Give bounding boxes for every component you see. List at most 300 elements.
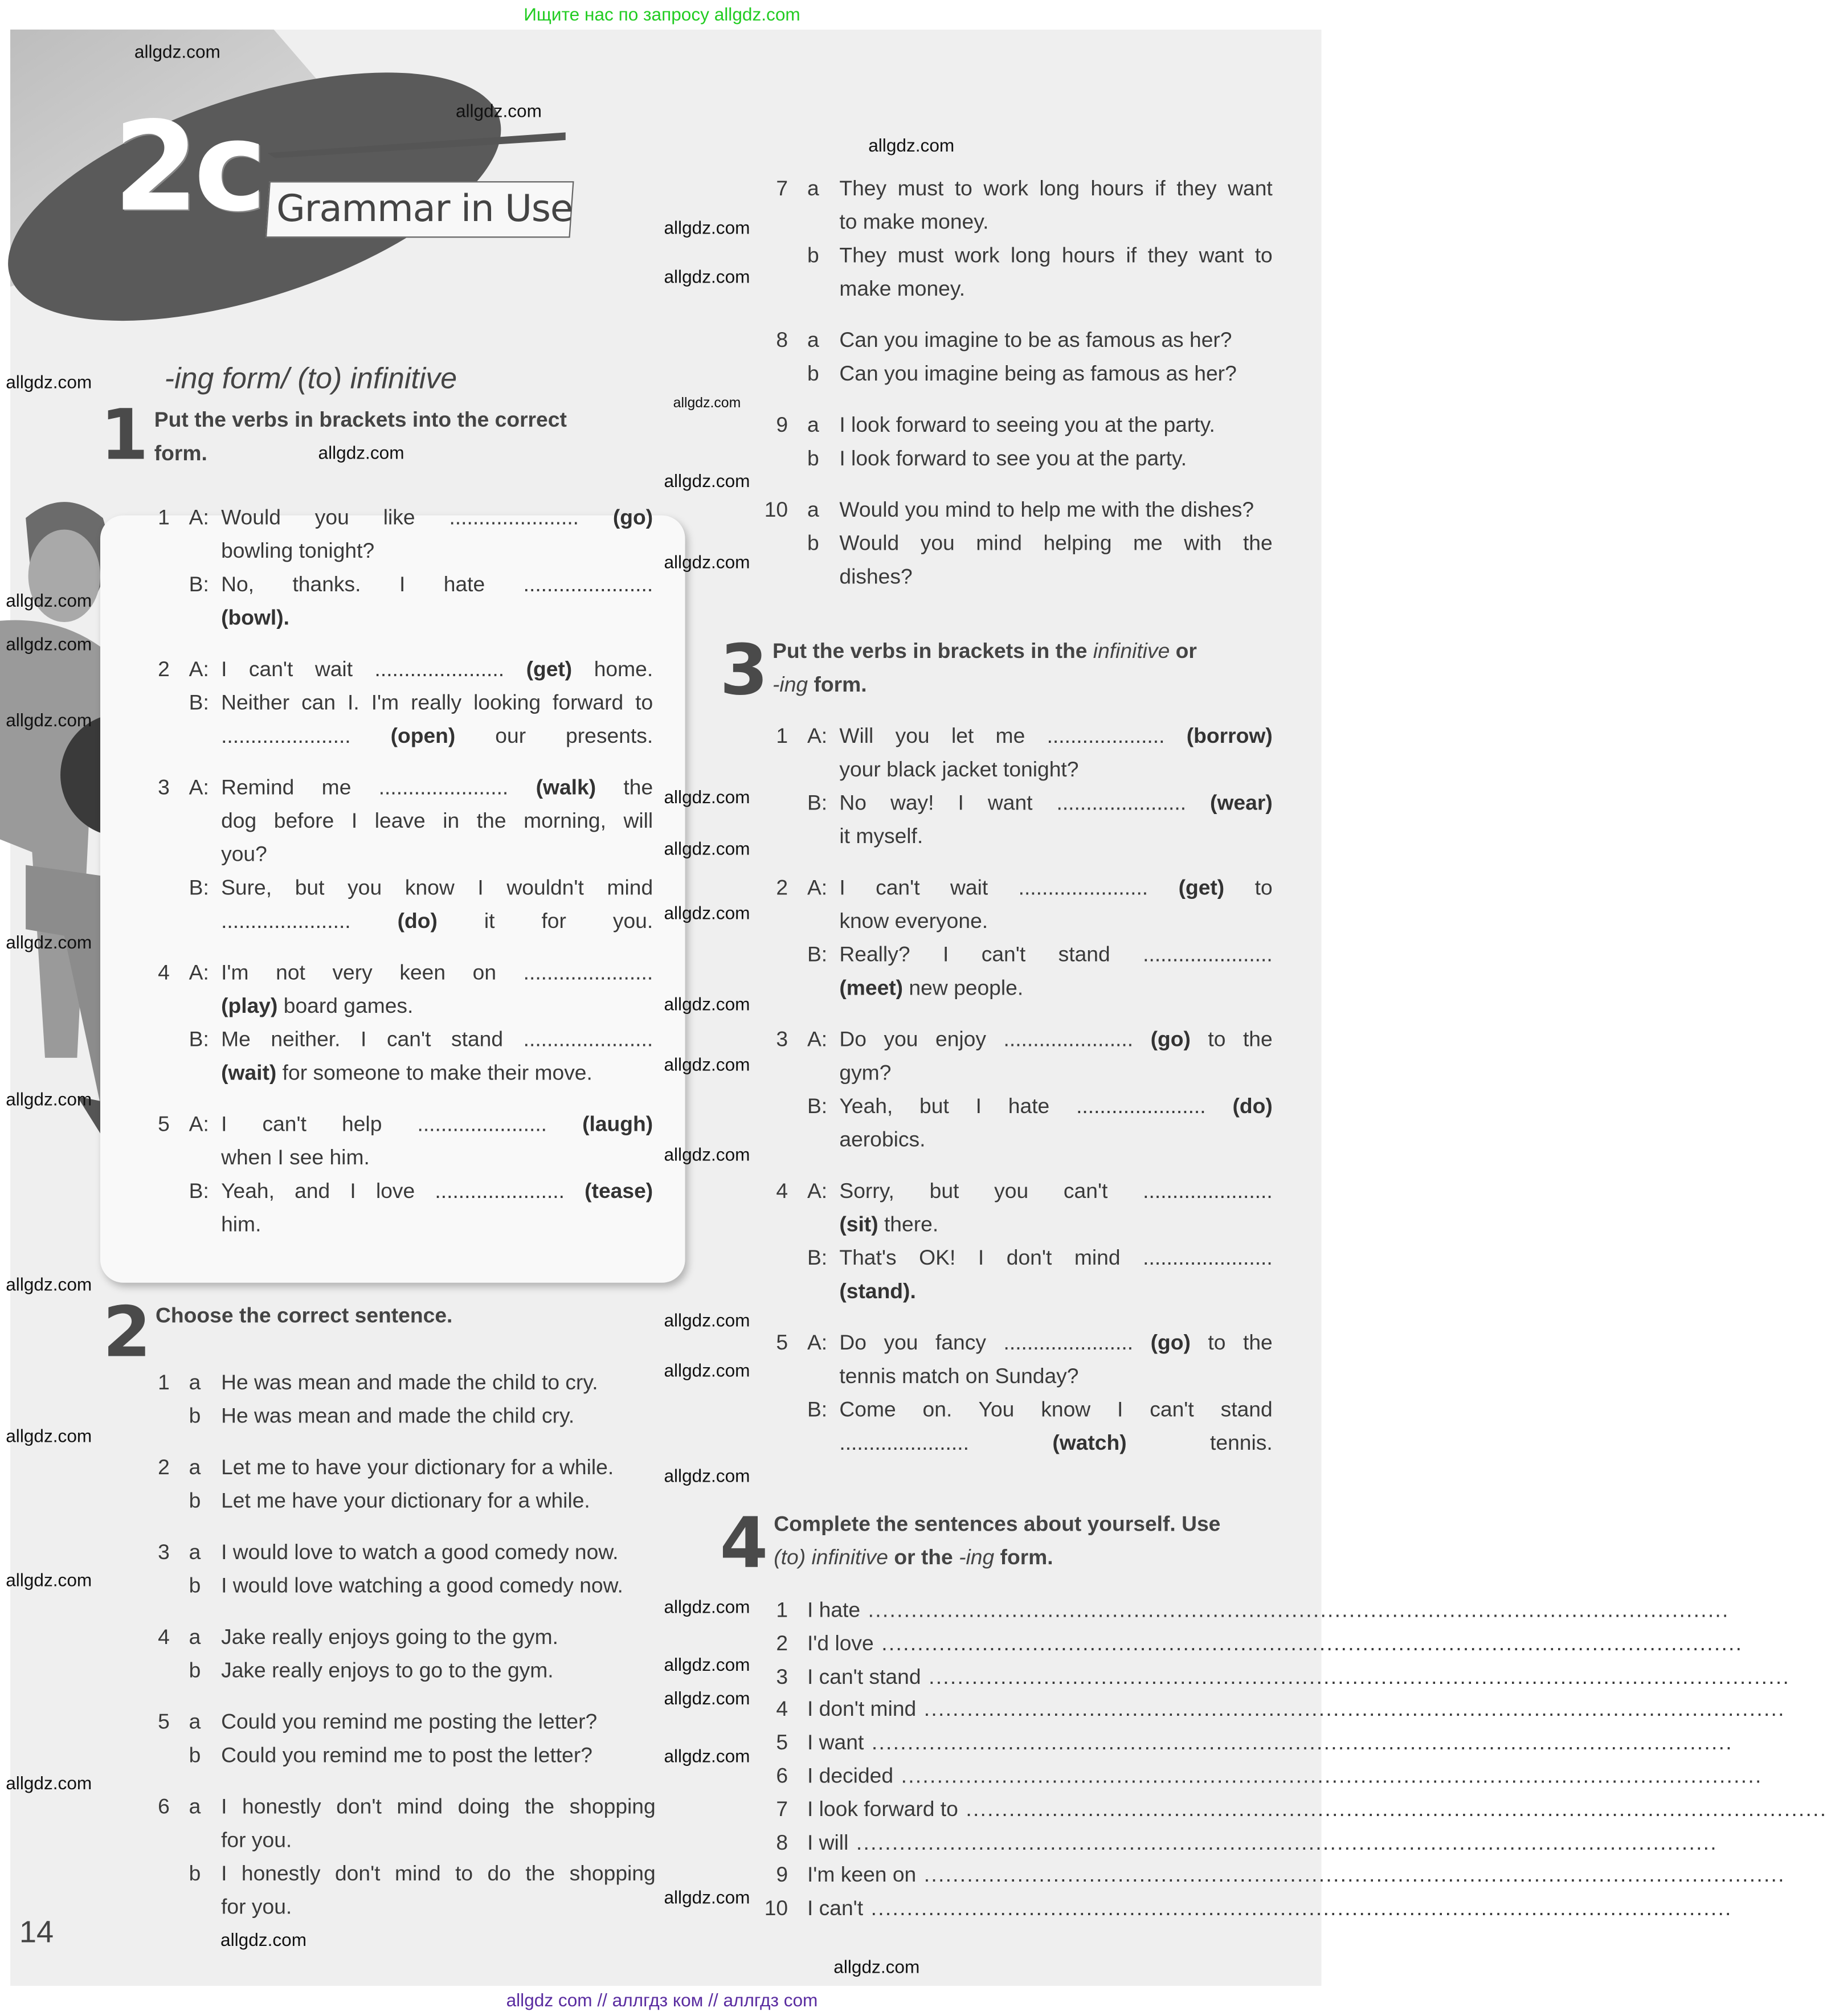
text-line xyxy=(762,872,1273,905)
text-segment: Yeah, and I love ...................... xyxy=(221,1180,585,1203)
watermark-text: allgdz.com xyxy=(664,1054,750,1075)
item-label xyxy=(807,820,839,854)
item-label: a xyxy=(807,177,819,201)
text-line xyxy=(762,787,1273,820)
text-segment: aerobics. xyxy=(839,1128,926,1152)
exercise-item xyxy=(762,1175,1273,1308)
text-line xyxy=(144,872,653,905)
line-text xyxy=(221,1790,656,1824)
item-label: B: xyxy=(189,876,209,900)
text-line xyxy=(144,1857,656,1891)
text-segment: No way! I want ...................... xyxy=(839,791,1211,815)
watermark-text: allgdz.com xyxy=(664,1144,750,1165)
text-line xyxy=(144,1108,653,1142)
line-text: (stand). xyxy=(839,1280,916,1303)
verb-prompt: (do) xyxy=(1232,1095,1273,1118)
watermark-text: allgdz.com xyxy=(6,1772,92,1793)
text-segment: him. xyxy=(221,1213,261,1237)
text-segment: That's OK! I don't mind ...................... xyxy=(839,1246,1273,1270)
line-text xyxy=(839,409,1272,443)
item-label: a xyxy=(189,1626,201,1649)
watermark-text: allgdz.com xyxy=(6,1089,92,1110)
item-label xyxy=(189,804,221,838)
answer-blank[interactable]: ........................................................................................................................ xyxy=(929,1665,1791,1688)
item-number xyxy=(762,1057,788,1090)
text-line xyxy=(762,972,1273,1005)
text-segment: your black jacket tonight? xyxy=(839,758,1079,782)
item-label: a xyxy=(807,498,819,522)
answer-blank[interactable]: ........................................................................................................................ xyxy=(966,1798,1827,1821)
text-segment: the xyxy=(596,776,653,800)
watermark-text: allgdz.com xyxy=(673,395,741,412)
instr-text: Complete the sentences about yourself. Use xyxy=(774,1512,1221,1536)
watermark-text: allgdz.com xyxy=(664,1887,750,1908)
watermark-text: allgdz.com xyxy=(664,1745,750,1766)
line-text xyxy=(221,838,653,872)
item-label xyxy=(807,561,839,594)
text-line xyxy=(144,653,653,686)
item-number xyxy=(762,357,788,391)
exercise-1-list xyxy=(144,501,653,1260)
line-text xyxy=(221,956,653,990)
exercise-2-number: 2 xyxy=(103,1291,152,1373)
text-segment: I honestly don't mind doing the shopping xyxy=(221,1796,656,1819)
sentence-start: I'm keen on xyxy=(807,1864,917,1888)
watermark-text: allgdz.com xyxy=(6,590,92,611)
verb-prompt: (wait) xyxy=(221,1061,277,1085)
item-label xyxy=(807,1426,839,1460)
item-number: 5 xyxy=(158,1113,170,1136)
watermark-text: allgdz.com xyxy=(664,1596,750,1617)
watermark-text: allgdz.com xyxy=(318,442,404,463)
line-text xyxy=(839,1426,1272,1460)
item-label: b xyxy=(807,244,819,268)
text-line xyxy=(762,720,1273,754)
item-number: 9 xyxy=(776,1864,788,1888)
text-segment: to xyxy=(1224,876,1273,900)
text-segment: I look forward to see you at the party. xyxy=(839,447,1187,471)
item-number xyxy=(144,1208,170,1242)
exercise-2-list-continued xyxy=(762,172,1273,612)
line-text xyxy=(221,1739,656,1773)
text-segment: He was mean and made the child to cry. xyxy=(221,1371,598,1395)
item-label: a xyxy=(189,1456,201,1480)
watermark-text: allgdz.com xyxy=(6,633,92,655)
item-label xyxy=(189,602,221,635)
text-line xyxy=(144,1451,656,1485)
answer-blank[interactable]: ........................................................................................................................ xyxy=(870,1897,1732,1921)
line-text xyxy=(839,206,1272,239)
item-number xyxy=(762,1208,788,1242)
item-number: 1 xyxy=(158,506,170,530)
text-segment: our presents. xyxy=(455,725,653,749)
instr-text: or the xyxy=(888,1546,959,1569)
text-line xyxy=(762,324,1273,358)
top-banner[interactable]: Ищите нас по запросу allgdz.com xyxy=(524,3,800,24)
item-number xyxy=(762,1242,788,1275)
item-label: A: xyxy=(189,961,209,985)
text-segment: for you. xyxy=(221,1829,292,1853)
text-line xyxy=(762,1327,1273,1360)
answer-blank[interactable]: ........................................................................................................................ xyxy=(923,1864,1785,1888)
text-segment: know everyone. xyxy=(839,910,988,934)
text-line xyxy=(144,1739,656,1773)
item-label xyxy=(189,1208,221,1242)
exercise-item xyxy=(762,1327,1273,1461)
text-line xyxy=(762,357,1273,391)
item-number: 4 xyxy=(158,961,170,985)
watermark-text: allgdz.com xyxy=(664,1654,750,1675)
item-number xyxy=(144,686,170,720)
item-number xyxy=(762,1090,788,1123)
item-number xyxy=(144,905,170,938)
item-label: b xyxy=(189,1862,201,1886)
text-segment: Jake really enjoys to go to the gym. xyxy=(221,1659,554,1683)
item-number xyxy=(762,1426,788,1460)
item-label: a xyxy=(189,1796,201,1819)
item-label: a xyxy=(189,1371,201,1395)
sentence-line xyxy=(762,1793,1827,1826)
item-number: 1 xyxy=(776,725,788,749)
line-text xyxy=(221,1208,653,1242)
item-label: B: xyxy=(807,1246,828,1270)
watermark-text: allgdz.com xyxy=(6,709,92,730)
exercise-item xyxy=(144,1451,656,1518)
item-label: A: xyxy=(807,876,828,900)
item-number xyxy=(762,972,788,1005)
watermark-text: allgdz.com xyxy=(664,551,750,573)
text-line xyxy=(762,561,1273,594)
answer-blank[interactable]: ........................................................................................................................ xyxy=(923,1698,1785,1722)
exercise-item xyxy=(144,501,653,635)
text-line xyxy=(144,568,653,602)
item-number: 1 xyxy=(776,1598,788,1622)
watermark-text: allgdz.com xyxy=(664,1687,750,1708)
text-segment: ...................... xyxy=(221,725,391,749)
verb-prompt: (play) xyxy=(221,995,278,1018)
item-number xyxy=(762,938,788,972)
verb-prompt: (laugh) xyxy=(582,1113,653,1136)
item-number: 5 xyxy=(776,1331,788,1355)
line-text xyxy=(221,1023,653,1057)
line-text xyxy=(221,1536,656,1569)
text-line xyxy=(762,1023,1273,1057)
item-label xyxy=(189,1891,221,1924)
instruction-line: form. xyxy=(154,442,207,465)
exercise-4-list xyxy=(762,1594,1827,1925)
item-number xyxy=(762,820,788,854)
item-number: 5 xyxy=(158,1711,170,1734)
item-label xyxy=(807,1057,839,1090)
exercise-item xyxy=(762,872,1273,1005)
text-segment: Can you imagine to be as famous as her? xyxy=(839,329,1232,353)
watermark-text: allgdz.com xyxy=(664,786,750,807)
text-segment: to the xyxy=(1190,1028,1273,1052)
text-line xyxy=(762,1242,1273,1275)
item-number: 4 xyxy=(776,1698,788,1722)
item-label xyxy=(807,1208,839,1242)
text-segment: Would you like ...................... xyxy=(221,506,613,530)
line-text xyxy=(839,324,1272,358)
line-text xyxy=(839,905,1272,938)
text-segment: Jake really enjoys going to the gym. xyxy=(221,1626,558,1649)
item-label xyxy=(189,905,221,938)
item-label xyxy=(189,1824,221,1858)
item-number xyxy=(144,1485,170,1518)
item-label: b xyxy=(807,447,819,471)
verb-prompt: (walk) xyxy=(536,776,596,800)
line-text xyxy=(221,1891,656,1924)
item-label: A: xyxy=(807,1180,828,1203)
exercise-item xyxy=(762,172,1273,306)
text-segment: ...................... xyxy=(221,910,398,934)
item-number xyxy=(762,753,788,787)
item-label: A: xyxy=(807,1028,828,1052)
exercise-item xyxy=(762,324,1273,391)
line-text xyxy=(839,239,1272,273)
item-number xyxy=(144,1569,170,1603)
text-segment: bowling tonight? xyxy=(221,539,375,563)
watermark-text: allgdz.com xyxy=(664,1465,750,1486)
sentence-line xyxy=(762,1826,1718,1859)
sentence-start: I look forward to xyxy=(807,1798,958,1821)
item-number xyxy=(144,1891,170,1924)
text-segment: I would love to watch a good comedy now. xyxy=(221,1541,619,1564)
line-text xyxy=(221,989,653,1023)
text-line xyxy=(144,1400,656,1433)
text-line xyxy=(762,442,1273,476)
item-number: 10 xyxy=(764,1897,788,1921)
answer-blank[interactable]: ........................................................................................................................ xyxy=(868,1598,1730,1622)
text-segment: it for you. xyxy=(437,910,653,934)
sentence-line xyxy=(762,1760,1763,1793)
sentence-start: I can't stand xyxy=(807,1665,921,1688)
instr-italic: (to) infinitive xyxy=(774,1546,888,1569)
item-number xyxy=(144,720,170,754)
item-number xyxy=(144,1400,170,1433)
line-text xyxy=(839,720,1272,754)
text-line xyxy=(762,1208,1273,1242)
item-number: 2 xyxy=(776,1632,788,1655)
item-number xyxy=(144,804,170,838)
line-text xyxy=(839,1090,1272,1123)
text-line xyxy=(762,1275,1273,1308)
text-segment: I look forward to seeing you at the party. xyxy=(839,414,1215,437)
watermark-text: allgdz.com xyxy=(6,1569,92,1590)
line-text xyxy=(221,1400,656,1433)
answer-blank[interactable]: ........................................................................................................................ xyxy=(881,1632,1743,1655)
sentence-start: I decided xyxy=(807,1764,894,1788)
text-line xyxy=(762,172,1273,206)
item-label: A: xyxy=(807,725,828,749)
text-line xyxy=(144,838,653,872)
watermark-text: allgdz.com xyxy=(664,470,750,491)
item-label xyxy=(807,1123,839,1157)
item-label: a xyxy=(807,414,819,437)
section-subtitle: -ing form/ (to) infinitive xyxy=(164,361,457,395)
text-segment: to the xyxy=(1190,1331,1273,1355)
text-segment: Neither can I. I'm really looking forward to xyxy=(221,691,653,715)
item-label xyxy=(807,1360,839,1393)
line-text xyxy=(839,272,1272,306)
exercise-2-list xyxy=(144,1366,656,1942)
item-number: 2 xyxy=(158,1456,170,1480)
watermark-text: allgdz.com xyxy=(664,217,750,238)
exercise-4-instruction xyxy=(774,1508,1220,1575)
verb-prompt: (tease) xyxy=(585,1180,653,1203)
text-line xyxy=(144,686,653,720)
sentence-start: I can't xyxy=(807,1897,864,1921)
line-text xyxy=(221,771,653,805)
instr-italic: infinitive xyxy=(1093,640,1170,664)
item-number: 10 xyxy=(764,498,788,522)
line-text xyxy=(221,1108,653,1142)
line-text xyxy=(839,172,1272,206)
line-text xyxy=(839,972,1272,1005)
text-segment: Really? I can't stand ...................... xyxy=(839,943,1273,967)
verb-prompt: (do) xyxy=(397,910,438,934)
sentence-line xyxy=(762,1660,1791,1693)
item-label: B: xyxy=(189,1028,209,1052)
item-label xyxy=(189,838,221,872)
sentence-line xyxy=(762,1727,1733,1760)
item-number xyxy=(144,1023,170,1057)
exercise-3-number: 3 xyxy=(720,629,769,711)
item-number xyxy=(144,568,170,602)
item-number: 3 xyxy=(158,1541,170,1564)
text-segment: He was mean and made the child cry. xyxy=(221,1405,575,1428)
text-segment: Sure, but you know I wouldn't mind xyxy=(221,876,653,900)
watermark-text: allgdz.com xyxy=(220,1929,307,1950)
item-label: A: xyxy=(189,776,209,800)
item-number xyxy=(762,787,788,820)
item-label: b xyxy=(189,1490,201,1513)
line-text xyxy=(839,561,1272,594)
line-text xyxy=(221,686,653,720)
item-number: 4 xyxy=(776,1180,788,1203)
line-text xyxy=(221,1366,656,1400)
text-line xyxy=(144,1654,656,1688)
answer-blank[interactable]: ........................................................................................................................ xyxy=(901,1764,1763,1788)
instr-italic: -ing xyxy=(773,673,808,697)
answer-blank[interactable]: ........................................................................................................................ xyxy=(871,1731,1733,1755)
text-line xyxy=(144,1569,656,1603)
exercise-item xyxy=(144,1621,656,1687)
item-number xyxy=(144,1739,170,1773)
text-segment: I honestly don't mind to do the shopping xyxy=(221,1862,656,1886)
text-segment: make money. xyxy=(839,277,966,301)
verb-prompt: (meet) xyxy=(839,976,904,1000)
item-label xyxy=(189,1142,221,1175)
text-line xyxy=(144,1536,656,1569)
item-label xyxy=(189,1057,221,1090)
item-number: 8 xyxy=(776,1831,788,1854)
line-text xyxy=(839,938,1272,972)
item-number xyxy=(762,206,788,239)
line-text xyxy=(839,1242,1272,1275)
watermark-text: allgdz.com xyxy=(664,1360,750,1381)
item-label: A: xyxy=(807,1331,828,1355)
line-text xyxy=(221,568,653,602)
item-number xyxy=(144,1654,170,1688)
text-segment: Will you let me .................... xyxy=(839,725,1187,749)
bottom-banner[interactable]: allgdz com // аллгдз ком // аллгдз com xyxy=(506,1989,818,2010)
text-line xyxy=(762,1123,1273,1157)
exercise-4-number: 4 xyxy=(720,1502,769,1584)
item-label xyxy=(807,753,839,787)
item-label: A: xyxy=(189,506,209,530)
text-line xyxy=(144,1790,656,1824)
item-label xyxy=(189,535,221,569)
text-line xyxy=(144,1057,653,1090)
text-line xyxy=(762,820,1273,854)
verb-prompt: (go) xyxy=(1150,1028,1191,1052)
text-line xyxy=(144,720,653,754)
watermark-text: allgdz.com xyxy=(6,1425,92,1446)
line-text xyxy=(839,527,1272,561)
answer-blank[interactable]: ........................................................................................................................ xyxy=(856,1831,1718,1854)
line-text xyxy=(839,1023,1272,1057)
text-line xyxy=(144,1175,653,1208)
text-segment: dog before I leave in the morning, will xyxy=(221,809,653,833)
line-text xyxy=(221,535,653,569)
sentence-start: I'd love xyxy=(807,1632,874,1655)
instr-text: Put the verbs in brackets in the xyxy=(773,640,1093,664)
line-text xyxy=(839,493,1272,527)
text-line xyxy=(762,239,1273,273)
line-text xyxy=(839,820,1272,854)
line-text xyxy=(839,1208,1272,1242)
exercise-1-number: 1 xyxy=(100,394,149,476)
exercise-item xyxy=(144,1790,656,1924)
exercise-item xyxy=(762,493,1273,594)
item-number xyxy=(762,239,788,273)
line-text: (bowl). xyxy=(221,606,290,630)
instr-italic: -ing xyxy=(959,1546,995,1569)
item-number xyxy=(144,989,170,1023)
text-line xyxy=(144,501,653,535)
text-line xyxy=(762,1393,1273,1427)
text-segment: Could you remind me posting the letter? xyxy=(221,1711,598,1734)
text-segment: there. xyxy=(878,1213,939,1237)
item-number: 3 xyxy=(776,1028,788,1052)
text-segment: I can't help ...................... xyxy=(221,1113,583,1136)
item-label xyxy=(189,720,221,754)
line-text xyxy=(839,1175,1272,1208)
exercise-item xyxy=(762,1023,1273,1157)
item-number: 7 xyxy=(776,177,788,201)
exercise-item xyxy=(144,1706,656,1772)
item-number: 7 xyxy=(776,1798,788,1821)
line-text xyxy=(221,1569,656,1603)
text-line xyxy=(144,1208,653,1242)
item-label: A: xyxy=(189,1113,209,1136)
item-number xyxy=(762,527,788,561)
text-line xyxy=(762,905,1273,938)
sentence-start: I want xyxy=(807,1731,864,1755)
text-line xyxy=(144,1706,656,1739)
text-line xyxy=(144,1891,656,1924)
sentence-start: I don't mind xyxy=(807,1698,917,1722)
exercise-2-instruction: Choose the correct sentence. xyxy=(156,1305,453,1328)
item-label: a xyxy=(807,329,819,353)
line-text xyxy=(839,1360,1272,1393)
item-label: a xyxy=(189,1711,201,1734)
item-number xyxy=(762,1275,788,1308)
text-segment: new people. xyxy=(903,976,1024,1000)
watermark-text: allgdz.com xyxy=(664,1310,750,1331)
item-label xyxy=(807,206,839,239)
